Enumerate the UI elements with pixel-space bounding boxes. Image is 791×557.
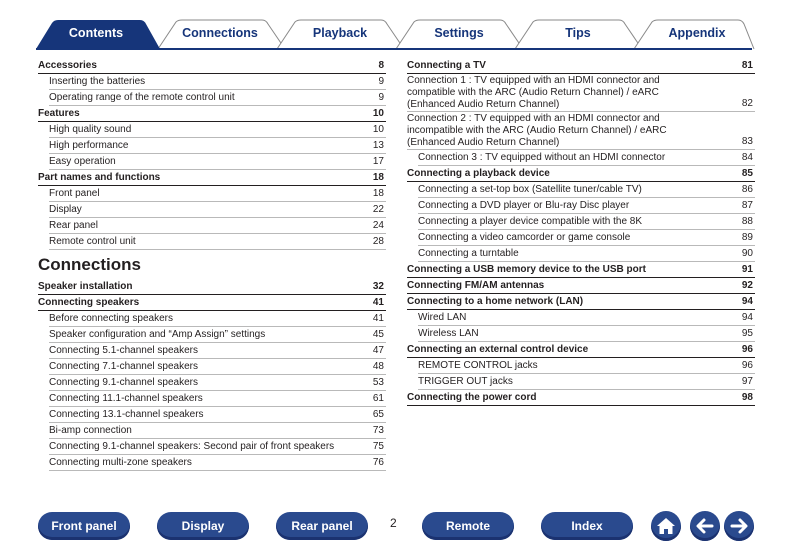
toc-entry-title: Connecting a playback device [407, 168, 550, 179]
toc-entry-page: 90 [741, 248, 753, 259]
toc-entry-title: Connecting to a home network (LAN) [407, 296, 584, 307]
toc-entry-title: Rear panel [49, 220, 98, 231]
toc-entry-page: 24 [372, 220, 384, 231]
toc-entry-page: 94 [741, 312, 753, 323]
toc-entry-title: TRIGGER OUT jacks [418, 376, 513, 387]
arrow-right-icon [724, 511, 754, 541]
toc-entry-page: 96 [741, 360, 753, 371]
toc-entry-page: 91 [741, 264, 753, 275]
home-button[interactable] [651, 511, 681, 541]
tab-underline [36, 48, 752, 50]
toc-entry-title: Connecting a player device compatible with the 8K [418, 216, 643, 227]
toc-entry-row[interactable] [49, 359, 386, 375]
toc-entry-row[interactable] [418, 246, 755, 262]
tab-tips[interactable]: Tips [565, 26, 591, 40]
toc-entry-page: 97 [741, 376, 753, 387]
toc-entry-row[interactable] [418, 310, 755, 326]
toc-entry-title: Connecting a video camcorder or game console [418, 232, 631, 243]
toc-entry-title: Speaker installation [38, 281, 133, 292]
toc-entry-row[interactable] [49, 138, 386, 154]
toc-entry-title: High performance [49, 140, 129, 151]
toc-entry-title: Wireless LAN [418, 328, 479, 339]
toc-entry-title: Connection 3 : TV equipped without an HDMI connector [418, 152, 666, 163]
toc-heading-row[interactable] [407, 58, 755, 74]
toc-entry-row[interactable] [49, 186, 386, 202]
toc-entry-title: Front panel [49, 188, 100, 199]
toc-entry-title: Connecting speakers [38, 297, 140, 308]
toc-entry-row[interactable] [418, 326, 755, 342]
toc-entry-page: 13 [372, 140, 384, 151]
toc-entry-row[interactable] [418, 198, 755, 214]
toc-entry-page: 28 [372, 236, 384, 247]
toc-entry-title: Speaker configuration and “Amp Assign” settings [49, 329, 266, 340]
toc-entry-page: 53 [372, 377, 384, 388]
toc-entry-title: Connecting 13.1-channel speakers [49, 409, 204, 420]
toc-heading-row[interactable] [407, 166, 755, 182]
toc-heading-row[interactable] [38, 295, 386, 311]
toc-heading-row[interactable] [407, 294, 755, 310]
toc-entry-page: 47 [372, 345, 384, 356]
toc-entry-page: 45 [372, 329, 384, 340]
toc-entry-row[interactable] [49, 423, 386, 439]
toc-entry-page: 17 [372, 156, 384, 167]
toc-entry-page: 65 [372, 409, 384, 420]
arrow-left-icon [690, 511, 720, 541]
back-button[interactable] [690, 511, 720, 541]
toc-entry-row[interactable] [49, 234, 386, 250]
toc-entry-page: 75 [372, 441, 384, 452]
toc-entry-row[interactable] [49, 202, 386, 218]
toc-entry-title: Wired LAN [418, 312, 467, 323]
home-icon [651, 511, 681, 541]
toc-entry-page: 73 [372, 425, 384, 436]
toc-entry-page: 41 [372, 313, 384, 324]
toc-entry-row[interactable] [49, 218, 386, 234]
toc-heading-row[interactable] [38, 106, 386, 122]
front-panel-button[interactable]: Front panel [38, 512, 130, 540]
toc-entry-title: Before connecting speakers [49, 313, 173, 324]
toc-entry-title: Part names and functions [38, 172, 161, 183]
toc-entry-row[interactable] [49, 391, 386, 407]
page-number: 2 [390, 516, 397, 530]
toc-entry-page: 9 [378, 76, 384, 87]
toc-heading-row[interactable] [407, 390, 755, 406]
toc-entry-page: 8 [378, 60, 384, 71]
toc-entry-title: Connecting a USB memory device to the USB port [407, 264, 646, 275]
toc-list-connections [38, 279, 386, 471]
toc-entry-page: 85 [741, 168, 753, 179]
toc-entry-page: 32 [372, 281, 384, 292]
toc-entry-page: 22 [372, 204, 384, 215]
toc-entry-page: 18 [372, 172, 384, 183]
toc-entry-title: Connecting a turntable [418, 248, 519, 259]
toc-heading-row[interactable] [38, 170, 386, 186]
toc-entry-page: 10 [372, 124, 384, 135]
toc-entry-row[interactable] [49, 455, 386, 471]
toc-entry-row[interactable] [418, 358, 755, 374]
toc-entry-title: Bi-amp connection [49, 425, 132, 436]
tab-bar [30, 18, 756, 50]
tab-contents[interactable]: Contents [68, 26, 124, 40]
toc-entry-row[interactable] [407, 74, 755, 112]
toc-entry-page: 41 [372, 297, 384, 308]
toc-entry-row[interactable] [49, 122, 386, 138]
toc-right-column [407, 58, 755, 406]
toc-entry-page: 87 [741, 200, 753, 211]
toc-entry-title: Remote control unit [49, 236, 136, 247]
toc-entry-page: 82 [741, 98, 753, 109]
toc-entry-title: Connecting a set-top box (Satellite tuner/cable TV) [418, 184, 642, 195]
toc-entry-row[interactable] [49, 407, 386, 423]
remote-button[interactable]: Remote [422, 512, 514, 540]
toc-heading-row[interactable] [407, 262, 755, 278]
toc-entry-page: 98 [741, 392, 753, 403]
toc-entry-row[interactable] [49, 311, 386, 327]
forward-button[interactable] [724, 511, 754, 541]
toc-entry-title: Connection 2 : TV equipped with an HDMI connector and incompatible with the ARC (Audio Return Channel) / eARC (Enhanced Audio Return Channel) [407, 113, 667, 148]
toc-entry-row[interactable] [418, 230, 755, 246]
toc-entry-row[interactable] [49, 439, 386, 455]
display-button[interactable]: Display [157, 512, 249, 540]
toc-entry-page: 88 [741, 216, 753, 227]
tab-playback[interactable]: Playback [312, 26, 368, 40]
toc-entry-title: Connecting 5.1-channel speakers [49, 345, 198, 356]
toc-entry-page: 84 [741, 152, 753, 163]
toc-entry-page: 96 [741, 344, 753, 355]
toc-entry-row[interactable] [407, 112, 755, 150]
toc-entry-page: 94 [741, 296, 753, 307]
toc-entry-title: Accessories [38, 60, 97, 71]
tab-appendix[interactable]: Appendix [668, 26, 726, 40]
toc-entry-title: Connecting a TV [407, 60, 486, 71]
toc-entry-row[interactable] [49, 327, 386, 343]
toc-entry-row[interactable] [49, 343, 386, 359]
toc-entry-page: 61 [372, 393, 384, 404]
toc-entry-title: Connecting 7.1-channel speakers [49, 361, 198, 372]
tab-connections[interactable]: Connections [182, 26, 258, 40]
toc-entry-title: Connecting 9.1-channel speakers [49, 377, 198, 388]
toc-entry-row[interactable] [49, 154, 386, 170]
toc-heading-row[interactable] [407, 278, 755, 294]
toc-entry-row[interactable] [49, 375, 386, 391]
toc-entry-title: Operating range of the remote control unit [49, 92, 235, 103]
toc-entry-title: Easy operation [49, 156, 116, 167]
toc-entry-row[interactable] [49, 90, 386, 106]
toc-heading-row[interactable] [38, 279, 386, 295]
index-button[interactable]: Index [541, 512, 633, 540]
toc-entry-page: 9 [378, 92, 384, 103]
toc-entry-page: 10 [372, 108, 384, 119]
toc-entry-title: Display [49, 204, 82, 215]
toc-entry-page: 48 [372, 361, 384, 372]
toc-entry-title: Connecting FM/AM antennas [407, 280, 545, 291]
toc-entry-title: Connecting multi-zone speakers [49, 457, 192, 468]
toc-entry-page: 76 [372, 457, 384, 468]
toc-entry-page: 83 [741, 136, 753, 147]
toc-entry-row[interactable] [418, 374, 755, 390]
toc-list-right [407, 58, 755, 406]
toc-entry-title: Connecting 9.1-channel speakers: Second pair of front speakers [49, 441, 335, 452]
toc-entry-title: Connecting the power cord [407, 392, 537, 403]
toc-entry-row[interactable] [418, 214, 755, 230]
toc-entry-title: Inserting the batteries [49, 76, 146, 87]
rear-panel-button[interactable]: Rear panel [276, 512, 368, 540]
toc-entry-title: Connecting 11.1-channel speakers [49, 393, 203, 404]
toc-entry-page: 81 [741, 60, 753, 71]
toc-entry-row[interactable] [418, 150, 755, 166]
toc-entry-title: Connecting an external control device [407, 344, 589, 355]
toc-entry-page: 86 [741, 184, 753, 195]
toc-entry-row[interactable] [49, 74, 386, 90]
toc-entry-page: 95 [741, 328, 753, 339]
toc-entry-title: Connecting a DVD player or Blu-ray Disc player [418, 200, 630, 211]
toc-heading-row[interactable] [407, 342, 755, 358]
toc-entry-page: 18 [372, 188, 384, 199]
toc-entry-title: Features [38, 108, 80, 119]
toc-list-contents [38, 58, 386, 250]
toc-entry-title: High quality sound [49, 124, 132, 135]
section-title-connections: Connections [38, 255, 141, 274]
toc-entry-title: Connection 1 : TV equipped with an HDMI connector and compatible with the ARC (Audio Return Channel) / eARC (Enhanced Audio Return Channel) [407, 75, 660, 110]
tab-settings[interactable]: Settings [434, 26, 484, 40]
toc-heading-row[interactable] [38, 58, 386, 74]
toc-entry-row[interactable] [418, 182, 755, 198]
toc-entry-page: 92 [741, 280, 753, 291]
toc-left-column [38, 58, 386, 471]
toc-entry-title: REMOTE CONTROL jacks [418, 360, 538, 371]
toc-entry-page: 89 [741, 232, 753, 243]
